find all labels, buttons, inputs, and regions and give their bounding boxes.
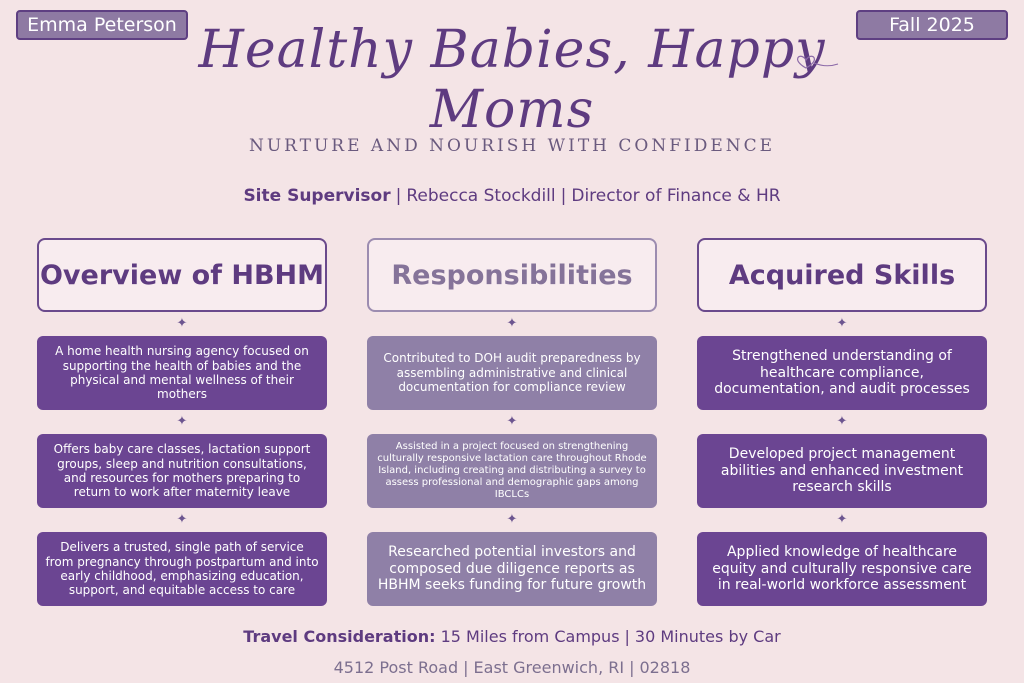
skills-column bbox=[697, 238, 987, 606]
page-title: Healthy Babies, Happy Moms bbox=[198, 20, 826, 140]
overview-item: A home health nursing agency focused on supporting the health of babies and the physical and mental wellness of their mothers bbox=[37, 336, 327, 410]
travel-line: Travel Consideration: 15 Miles from Campus | 30 Minutes by Car bbox=[243, 627, 781, 646]
responsibilities-column bbox=[367, 238, 657, 606]
star-icon: ✦ bbox=[506, 316, 518, 331]
travel-distance: 15 Miles from Campus bbox=[440, 627, 620, 646]
skill-item: Strengthened understanding of healthcare compliance, documentation, and audit processes bbox=[697, 336, 987, 410]
star-icon: ✦ bbox=[176, 316, 188, 331]
overview-item: Delivers a trusted, single path of service from pregnancy through postpartum and into early childhood, emphasizing education, support, and equitable access to care bbox=[37, 532, 327, 606]
star-icon: ✦ bbox=[836, 512, 848, 527]
responsibilities-heading: Responsibilities bbox=[367, 238, 657, 312]
responsibility-item: Contributed to DOH audit preparedness by assembling administrative and clinical documentation for compliance review bbox=[367, 336, 657, 410]
star-icon: ✦ bbox=[836, 414, 848, 429]
star-icon: ✦ bbox=[506, 512, 518, 527]
star-icon: ✦ bbox=[836, 316, 848, 331]
travel-time: 30 Minutes by Car bbox=[634, 627, 781, 646]
address-line: 4512 Post Road | East Greenwich, RI | 02818 bbox=[333, 658, 691, 677]
supervisor-name: Rebecca Stockdill bbox=[406, 186, 556, 206]
star-icon: ✦ bbox=[176, 414, 188, 429]
author-badge: Emma Peterson bbox=[16, 10, 188, 40]
overview-item: Offers baby care classes, lactation support groups, sleep and nutrition consultations, and resources for mothers preparing to return to work after maternity leave bbox=[37, 434, 327, 508]
address-zip: 02818 bbox=[639, 658, 691, 677]
supervisor-label: Site Supervisor bbox=[243, 186, 391, 206]
heart-icon bbox=[792, 46, 840, 76]
skill-item: Developed project management abilities and enhanced investment research skills bbox=[697, 434, 987, 508]
skill-item: Applied knowledge of healthcare equity and culturally responsive care in real-world workforce assessment bbox=[697, 532, 987, 606]
star-icon: ✦ bbox=[506, 414, 518, 429]
travel-label: Travel Consideration: bbox=[243, 627, 436, 646]
address-street: 4512 Post Road bbox=[333, 658, 459, 677]
address-city: East Greenwich, RI bbox=[473, 658, 625, 677]
skills-heading: Acquired Skills bbox=[697, 238, 987, 312]
responsibility-item: Assisted in a project focused on strengthening culturally responsive lactation care throughout Rhode Island, including creating and distributing a survey to assess professional and demographic gaps among IBCLCs bbox=[367, 434, 657, 508]
supervisor-role: Director of Finance & HR bbox=[571, 186, 781, 206]
overview-heading: Overview of HBHM bbox=[37, 238, 327, 312]
term-badge: Fall 2025 bbox=[856, 10, 1008, 40]
responsibility-item: Researched potential investors and composed due diligence reports as HBHM seeks funding for future growth bbox=[367, 532, 657, 606]
supervisor-line: Site Supervisor | Rebecca Stockdill | Director of Finance & HR bbox=[243, 186, 781, 206]
overview-column bbox=[37, 238, 327, 606]
star-icon: ✦ bbox=[176, 512, 188, 527]
subtitle: NURTURE AND NOURISH WITH CONFIDENCE bbox=[248, 136, 776, 156]
